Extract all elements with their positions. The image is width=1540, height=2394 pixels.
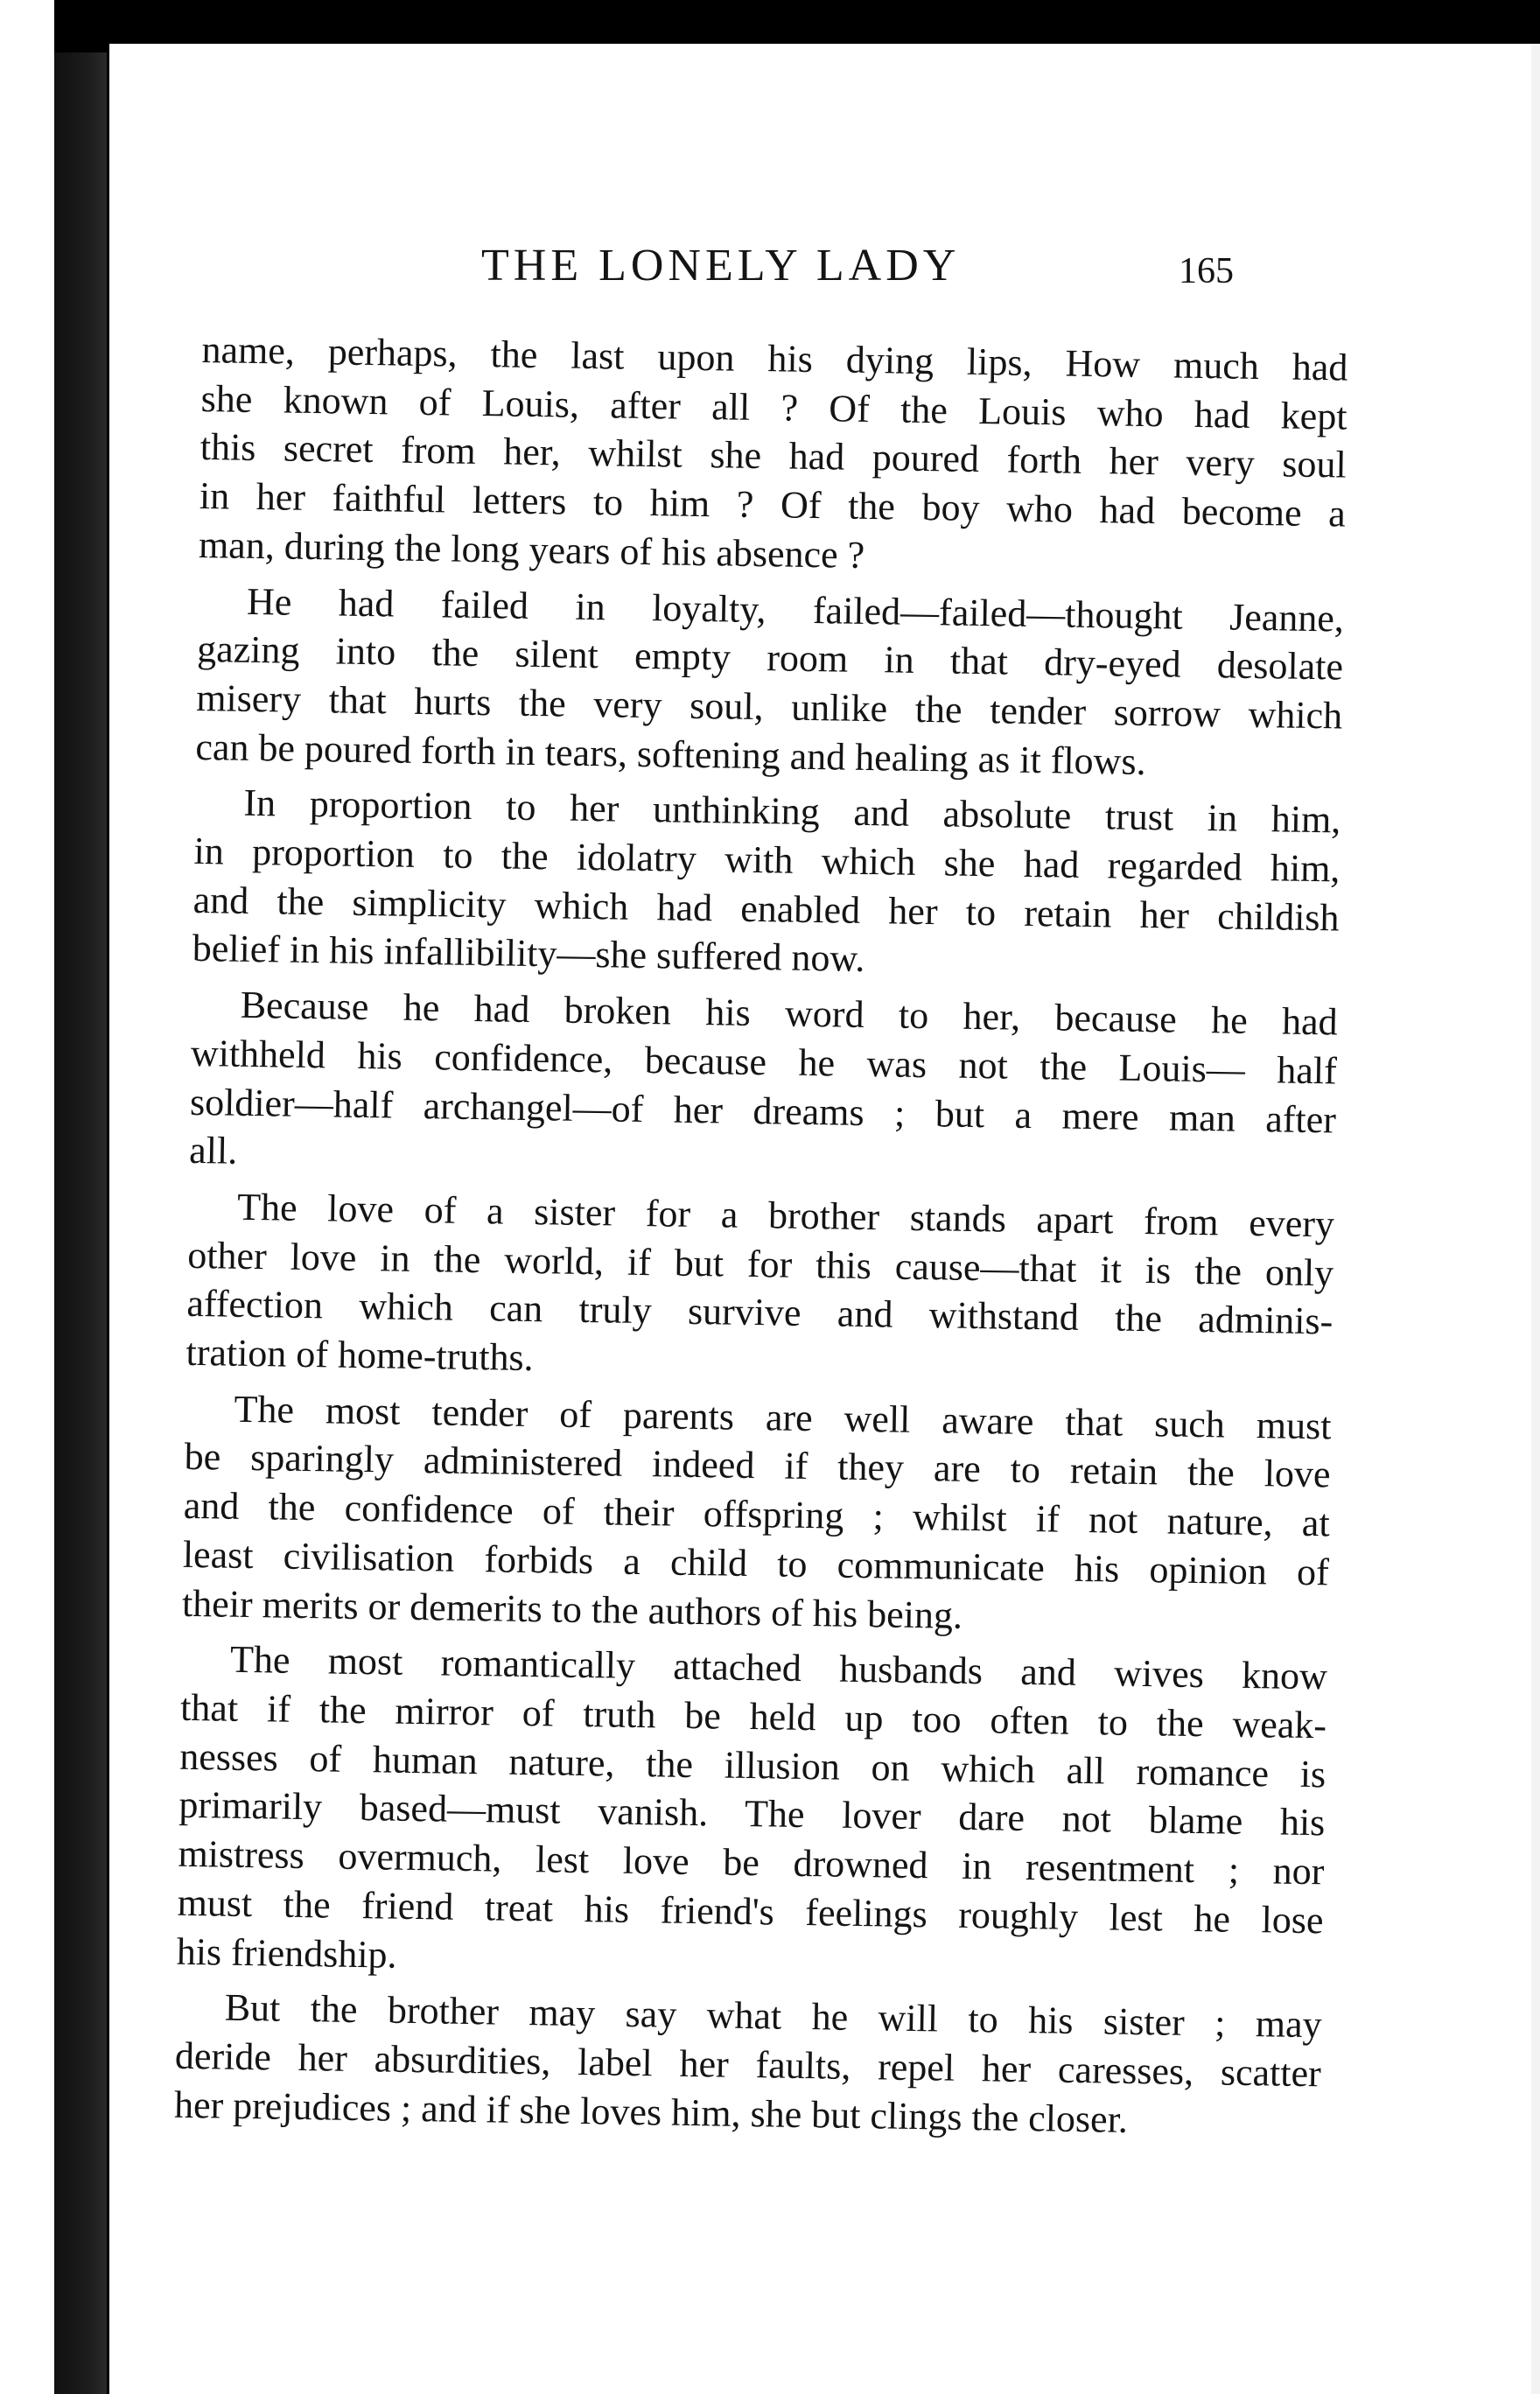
text-line: can be poured forth in tears, softening and healing as it flows.	[195, 724, 1146, 783]
text-line: The love of a sister for a brother stands apart from every	[236, 1185, 1335, 1246]
paragraph	[192, 778, 1340, 990]
text-line: In proportion to her unthinking and absolute trust in him,	[243, 781, 1341, 842]
text-line: and the confidence of their offspring ; whilst if not nature, at	[183, 1484, 1331, 1545]
text-line: mistress overmuch, lest love be drowned in resentment ; nor	[178, 1831, 1325, 1894]
facing-page-edge	[0, 0, 54, 2394]
text-line: name, perhaps, the last upon his dying lips, How much had	[201, 327, 1348, 389]
text-line: their merits or demerits to the authors of his being.	[181, 1581, 963, 1637]
text-line: deride her absurdities, label her faults, repel her caresses, scatter	[174, 2034, 1322, 2096]
text-line: man, during the long years of his absence ?	[198, 522, 865, 577]
book-page	[109, 44, 1540, 2394]
text-line: affection which can truly survive and withstand the adminis-	[186, 1282, 1334, 1343]
running-title: THE LONELY LADY	[481, 241, 961, 290]
text-line: gazing into the silent empty room in that dry-eyed desolate	[196, 627, 1344, 689]
text-line: other love in the world, if but for this cause—that it is the only	[186, 1233, 1334, 1295]
text-line: Because he had broken his word to her, because he had	[240, 983, 1339, 1044]
paragraph	[174, 1983, 1322, 2147]
text-line: soldier—half archangel—of her dreams ; but a mere man after	[189, 1080, 1337, 1142]
running-head	[109, 240, 1540, 292]
text-line: belief in his infallibility—she suffered now.	[192, 927, 865, 981]
text-line: withheld his confidence, because he was not the Louis— half	[190, 1031, 1338, 1093]
book-gutter	[54, 52, 107, 2394]
paragraph	[195, 576, 1344, 788]
text-line: in her faithful letters to him ? Of the boy who had become a	[199, 474, 1347, 536]
text-line: this secret from her, whilst she had poured forth her very soul	[200, 425, 1348, 486]
text-line: misery that hurts the very soul, unlike the tender sorrow which	[195, 676, 1343, 738]
text-line: that if the mirror of truth be held up too often to the weak-	[179, 1685, 1327, 1747]
text-line: be sparingly administered indeed if they are to retain the love	[184, 1435, 1331, 1496]
text-line: nesses of human nature, the illusion on which all romance is	[178, 1734, 1326, 1796]
text-line: in proportion to the idolatry with which she had regarded him,	[193, 829, 1340, 891]
body-text	[174, 326, 1348, 2147]
paragraph	[182, 1384, 1332, 1646]
text-line: But the brother may say what he will to his sister ; may	[224, 1985, 1323, 2047]
paragraph	[176, 1634, 1327, 1993]
text-line: tration of home-truths.	[186, 1330, 535, 1380]
paragraph	[189, 980, 1338, 1193]
text-line: must the friend treat his friend's feelings roughly lest he lose	[177, 1880, 1324, 1942]
text-line: He had failed in loyalty, failed—failed—thought Jeanne,	[246, 579, 1345, 640]
text-line: his friendship.	[176, 1929, 397, 1977]
text-line: The most romantically attached husbands and wives know	[229, 1637, 1328, 1698]
text-line: she known of Louis, after all ? Of the Louis who had kept	[200, 376, 1348, 438]
text-line: primarily based—must vanish. The lover dare not blame his	[178, 1783, 1326, 1844]
text-line: The most tender of parents are well aware that such must	[234, 1387, 1332, 1448]
text-line: and the simplicity which had enabled her to retain her childish	[192, 878, 1340, 940]
paragraph	[199, 326, 1348, 587]
text-line: her prejudices ; and if she loves him, she but clings the closer.	[173, 2082, 1129, 2141]
text-line: least civilisation forbids a child to communicate his opinion of	[182, 1532, 1330, 1594]
text-line: all.	[188, 1129, 238, 1172]
page-number: 165	[1179, 251, 1234, 291]
paragraph	[186, 1182, 1334, 1395]
page-fore-edge	[1531, 44, 1540, 2394]
